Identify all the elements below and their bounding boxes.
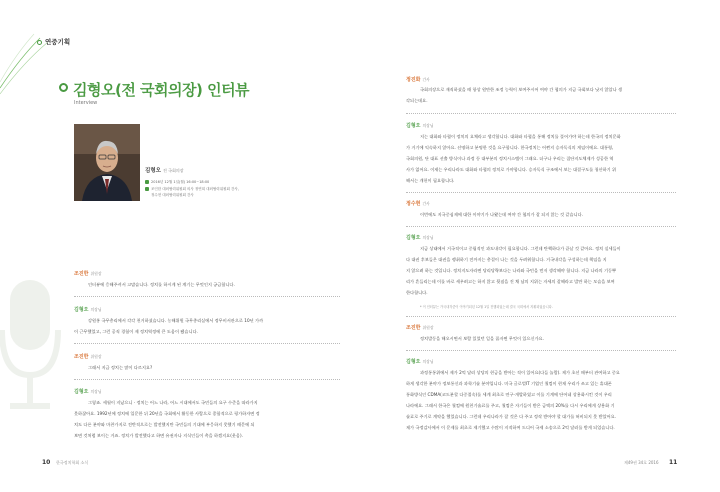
- divider: [406, 350, 676, 351]
- speaker-name: 정진화: [406, 77, 421, 83]
- speaker-label: [406, 76, 430, 83]
- divider: [406, 113, 676, 114]
- divider: [74, 343, 340, 344]
- answer-line: 제가 국정감사에서 이 문제를 최초로 제기했고 수많이 지적하여 드디어 국제 소송으로 2억 달러를 받게 되었습니다.: [406, 425, 615, 430]
- speaker-label: [406, 200, 430, 207]
- speaker-role: 위원장: [422, 325, 434, 330]
- speaker-label: [74, 388, 102, 395]
- answer-line: 통화방식인 CDMA(코드분할 다중접속)를 세계 최초로 연구·개발하였고 이를 기계에 단어네 상용화시킨 것이 우리: [406, 392, 612, 397]
- question-line: 각되는데요.: [406, 98, 428, 103]
- footnote: * 이 인터뷰는 가국내각중이 이야기되던 12월 1일 진행되었는데 결국 국회에서 지휘되었습니다.: [420, 305, 553, 309]
- portrait-illustration: [74, 124, 140, 201]
- profile-role: 전 국회의장: [162, 168, 184, 173]
- right-page: [360, 0, 720, 492]
- speaker-label: [74, 306, 102, 313]
- speaker-role: 의장님: [422, 359, 434, 364]
- answer-line: 한다합니다.: [406, 290, 428, 295]
- answer-line: 리가 흔들리는데 이를 바로 세우려고는 하지 않고 뒷짐을 진 채 남의 지위는 자세의 잘해라고 발만 하는 모습을 보여: [406, 279, 615, 284]
- answer-line: 못하잖아요. 1992년에 정치에 입문한 뒤 20년을 국회에서 활동한 사람으로 종합적으로 평가하자면 정: [74, 411, 260, 416]
- speaker-name: 김형오: [406, 235, 421, 241]
- answer-line: 가 거기에 익숙하지 않아요. 선명하고 분명한 것을 요구합니다. 한국정치는 어쩐지 승자독식의 게임이에요. 대통령,: [406, 145, 614, 150]
- title-circle-icon: [59, 83, 68, 92]
- answer-line: 다 대권 후보들은 대권을 쟁취하기 전까지는 총결이 나는 것을 두려워합니다. 거국내각을 구성하는데 책임을 지: [406, 257, 607, 262]
- profile-name-text: 김형오: [145, 168, 161, 174]
- speaker-role: 간사: [422, 201, 430, 206]
- answer-line: 사가 없어요. 이제는 우리나라도 대화와 타협의 정치로 가야합니다. 승자독식 구조에서 보는 대결구도를 청산하기 위: [406, 167, 617, 172]
- answer-line: 하게 생각한 분야가 정보통신과 과학기술 분야입니다. 미국 글로벌IT 기업인 퀄컴이 현재 우리가 쓰고 있는 휴대폰: [406, 381, 612, 386]
- profile-name: [145, 166, 184, 174]
- speaker-role: 의장님: [422, 123, 434, 128]
- question-text: 그래서 지금 정치는 많이 다르지요?: [88, 365, 153, 370]
- divider: [406, 192, 676, 193]
- answer-line: 치도 다른 분야와 마찬가지로 전반적으로는 발전했지만 국민들의 기대에 부응하지 못했기 때문에 되: [74, 422, 255, 427]
- speaker-role: 의장님: [422, 235, 434, 240]
- speaker-name: 김형오: [74, 389, 89, 395]
- speaker-name: 김형오: [406, 123, 421, 129]
- divider: [74, 296, 340, 297]
- portrait-photo: [74, 124, 140, 201]
- answer-line: 이 근무했었고, 그런 공직 경험이 제 정치역정에 큰 도움이 됐습니다.: [74, 329, 198, 334]
- section-label: [37, 37, 70, 46]
- speaker-name: 정수현: [406, 201, 421, 207]
- speaker-label: [406, 358, 434, 365]
- speaker-label: [406, 324, 434, 331]
- speaker-label: [74, 270, 102, 277]
- speaker-role: 위원장: [90, 354, 102, 359]
- people-icon: [145, 187, 149, 191]
- question-line: 국회의장으로 재직하셨을 때 항상 원만한 조정 능력이 보여주시어 여야 간 협의가 지금 국회보다 낫지 않았나 생: [420, 87, 623, 92]
- page-number: 11: [669, 459, 678, 466]
- answer-line: 강원홍 국무총리에서 각각 천거하셨습니다. 농해위원 국무총리실에서 정무비서관으로 10년 가까: [88, 318, 264, 323]
- profile-participants: 조인한 대외협력위원회 의사 정연희 대외협력위원회 간사,: [151, 187, 239, 191]
- microphone-watermark-icon: [0, 280, 70, 430]
- answer-line: 지금 상태에서 거국적이고 중립적인 과도내각이 필요합니다. 그런데 탄핵하다가 끝날 것 같아요. 정치 실세들이: [420, 246, 621, 251]
- section-label-text: 연중기획: [45, 38, 71, 46]
- answer-line: 그렇죠. 세월이 지났으니 · 정치는 어느 나라, 어느 시대에서도 국민들의 요구 수준을 따라가지: [88, 400, 258, 405]
- answer-line: 저는 대화와 타협이 정치의 요체라고 생각합니다. 대화와 타협을 통해 정치를 풀어가야 하는데 한국의 정치문화: [420, 134, 621, 139]
- speaker-name: 조진한: [406, 325, 421, 331]
- speaker-role: 의장님: [90, 307, 102, 312]
- speaker-name: 조진한: [74, 354, 89, 360]
- answer-line: 지 않으려 하는 것입니다. 정치지도자라면 당리당략보다는 나라와 국민을 먼저 생각해야 합니다. 지금 나라의 기둥뿌: [406, 268, 617, 273]
- speaker-role: 간사: [422, 77, 430, 82]
- speaker-label: [74, 353, 102, 360]
- calendar-icon: [145, 180, 149, 184]
- page-number: 10: [42, 459, 51, 466]
- speaker-label: [406, 122, 434, 129]
- speaker-role: 위원장: [90, 271, 102, 276]
- speaker-name: 조진한: [74, 271, 89, 277]
- answer-line: 술료로 주기로 계약을 했었습니다. 그런데 우리나라가 잘 것은 다 주고 정작 받아야 할 대가를 허비되지 못 받았어요.: [406, 414, 617, 419]
- profile-participants-2: 정수현 대외협력위원회 간사: [151, 193, 194, 197]
- answer-line: 보면 것처럼 보이는 거죠. 정치가 발전했다고 하면 유권자나 지식인들이 촉을 하겠지요(웃음).: [74, 433, 243, 438]
- answer-line: 나라에요. 그래서 한국은 퀄컴에 원천기술료를 주고, 퀄컴은 자기들이 받은 금액의 20%를 다시 우리에게 상용화 기: [406, 403, 615, 408]
- circle-icon: [37, 40, 42, 45]
- divider: [74, 379, 340, 380]
- answer-line: 해서는 개헌이 필요합니다.: [406, 178, 455, 183]
- question-line: 정치발동을 해오시면서 보람 있었던 일을 꼽자면 무엇이 있으신가요.: [420, 336, 544, 341]
- speaker-label: [406, 234, 434, 241]
- divider: [406, 316, 676, 317]
- article-subtitle: Interview: [74, 100, 98, 106]
- speaker-name: 김형오: [406, 359, 421, 365]
- speaker-name: 김형오: [74, 307, 89, 313]
- divider: [406, 226, 676, 227]
- article-title: 김형오(전 국회의장) 인터뷰: [73, 81, 250, 99]
- footer-publication: 제49권 34호 2016: [624, 460, 659, 465]
- question-text: 인터뷰에 응해주셔서 고맙습니다. 정치를 하시게 된 계기는 무엇인지 궁금합니다.: [88, 282, 235, 287]
- answer-line: 국회의원, 단 대표 선출 방식이나 과정 등 대부분의 정치시스템이 그래요. 더구나 우리는 집단지도체제가 성공한 역: [406, 156, 614, 161]
- answer-line: 과정통통위에서 제가 2억 달러 상당의 현금을 받아는 적이 있어요(다들 놀람). 제가 초선 때부터 관여하고 중요: [420, 370, 620, 375]
- speaker-role: 의장님: [90, 389, 102, 394]
- profile-date: 2016년 12월 1일(월) 16:00~18:00: [151, 180, 210, 184]
- question-line: 이번에도 지국중심제에 대한 이야기가 나왔는데 여야 간 협의가 잘 되지 않는 것 같습니다.: [420, 212, 583, 217]
- footer-publication: 한국정치학회 소식: [56, 460, 89, 465]
